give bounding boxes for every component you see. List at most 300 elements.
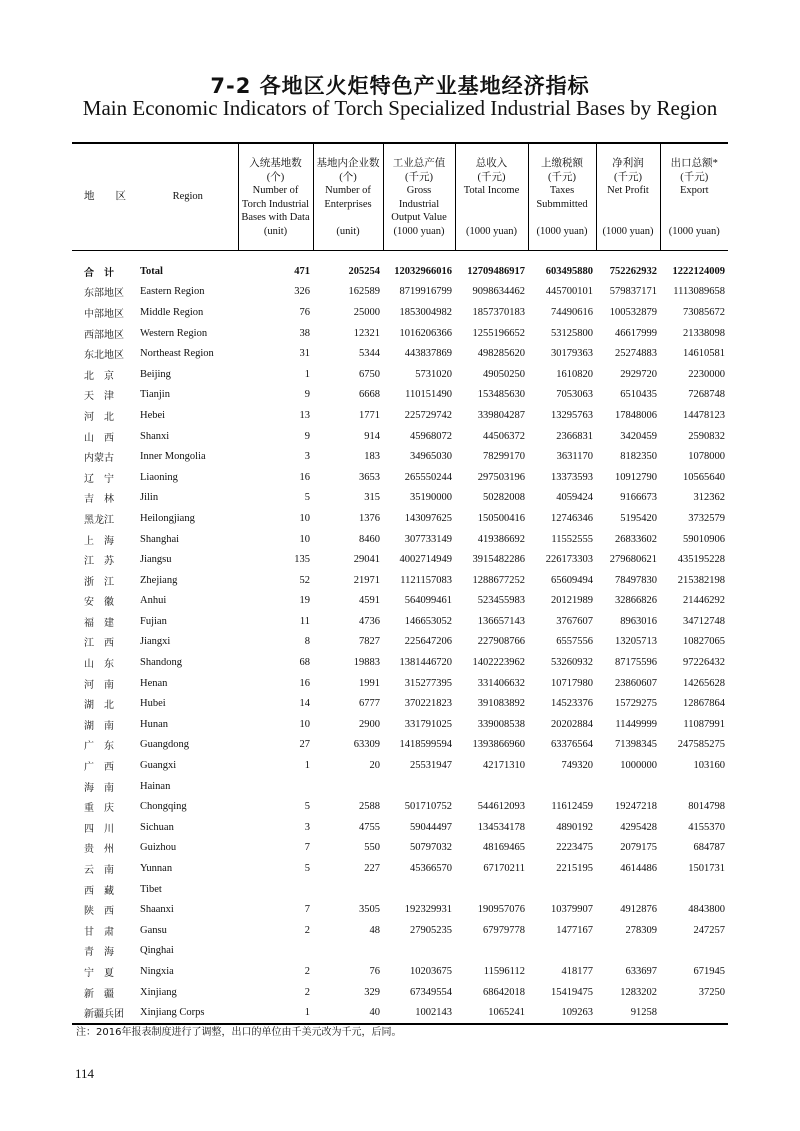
value-cell: 564099461	[404, 595, 452, 607]
value-cell: 10379907	[551, 904, 593, 916]
region-name-en: Jiangsu	[140, 554, 172, 566]
region-name-en: Northeast Region	[140, 348, 214, 360]
table-row	[72, 323, 728, 344]
table-row	[72, 1002, 728, 1024]
region-name-cn: 浙 江	[84, 576, 114, 588]
region-name-cn: 新 疆	[84, 988, 114, 1000]
column-header-cn: 上缴税额	[541, 158, 583, 169]
region-name-cn: 湖 南	[84, 720, 114, 732]
region-name-cn: 四 川	[84, 823, 114, 835]
value-cell: 418177	[561, 965, 593, 977]
region-name-en: Shaanxi	[140, 904, 174, 916]
value-cell: 1857370183	[472, 306, 525, 318]
value-cell: 67979778	[483, 924, 525, 936]
table-row	[72, 549, 728, 570]
table-row	[72, 467, 728, 488]
table-row	[72, 611, 728, 632]
value-cell: 225729742	[404, 409, 452, 421]
value-cell: 8719916799	[399, 286, 452, 298]
value-cell: 12746346	[551, 512, 593, 524]
value-cell: 1000000	[620, 760, 657, 772]
value-cell: 1853004982	[399, 306, 452, 318]
table-body	[72, 251, 728, 1024]
value-cell: 4736	[359, 615, 380, 627]
page-title-chinese: 7-2 各地区火炬特色产业基地经济指标	[210, 74, 590, 98]
region-name-en: Inner Mongolia	[140, 451, 206, 463]
value-cell: 443837869	[404, 348, 452, 360]
column-header-unit: (1000 yuan)	[393, 225, 445, 237]
column-header-cn: 基地内企业数	[316, 158, 380, 169]
value-cell: 331406632	[477, 677, 525, 689]
value-cell: 21971	[353, 574, 380, 586]
column-header	[313, 143, 383, 251]
value-cell: 2230000	[688, 368, 725, 380]
value-cell: 1255196652	[472, 327, 525, 339]
column-header-en: Bases with Data	[241, 212, 310, 223]
region-name-cn: 广 西	[84, 762, 114, 774]
value-cell: 297503196	[477, 471, 525, 483]
spacer-row	[72, 251, 728, 262]
region-name-en: Shandong	[140, 657, 182, 669]
column-header	[455, 143, 528, 251]
table-row	[72, 693, 728, 714]
value-cell: 13205713	[615, 636, 657, 648]
value-cell: 2590832	[688, 430, 725, 442]
value-cell: 23860607	[615, 677, 657, 689]
region-name-en: Sichuan	[140, 821, 174, 833]
value-cell: 1771	[359, 409, 380, 421]
value-cell	[660, 1002, 728, 1024]
value-cell: 136657143	[477, 615, 525, 627]
value-cell: 6777	[359, 698, 380, 710]
column-header-en: Total Income	[463, 185, 520, 196]
column-header-cn-unit: (千元)	[680, 171, 709, 183]
value-cell: 3767607	[556, 615, 593, 627]
value-cell: 1477167	[556, 924, 593, 936]
value-cell: 4155370	[688, 821, 725, 833]
value-cell: 27905235	[410, 924, 452, 936]
table-row	[72, 446, 728, 467]
value-cell: 17848006	[615, 409, 657, 421]
table-row	[72, 632, 728, 653]
column-header-en: Taxes	[549, 185, 575, 196]
table-row	[72, 426, 728, 447]
value-cell: 42171310	[483, 760, 525, 772]
value-cell: 3	[304, 451, 310, 463]
value-cell	[528, 879, 596, 900]
region-name-en: Guizhou	[140, 842, 177, 854]
value-cell: 32866826	[615, 595, 657, 607]
value-cell: 315277395	[404, 677, 452, 689]
column-header-en: Enterprises	[324, 198, 372, 210]
value-cell: 6750	[359, 368, 380, 380]
value-cell	[313, 941, 383, 962]
table-row	[72, 817, 728, 838]
value-cell: 37250	[698, 986, 725, 998]
column-header-cn: 工业总产值	[392, 158, 446, 169]
value-cell: 6557556	[556, 636, 593, 648]
region-name-en: Guangdong	[140, 739, 189, 751]
value-cell: 45366570	[410, 863, 452, 875]
region-name-cn: 西部地区	[84, 329, 124, 341]
value-cell: 53125800	[551, 327, 593, 339]
value-cell: 435195228	[677, 554, 725, 566]
value-cell: 6668	[359, 389, 380, 401]
value-cell: 3505	[359, 904, 380, 916]
value-cell: 59010906	[683, 533, 725, 545]
value-cell	[596, 941, 660, 962]
value-cell: 110151490	[405, 389, 452, 401]
region-name-cn: 宁 夏	[84, 967, 114, 979]
region-name-en: Gansu	[140, 924, 167, 936]
value-cell: 21446292	[683, 595, 725, 607]
table-row	[72, 899, 728, 920]
region-name-en: Anhui	[140, 595, 167, 607]
value-cell: 227	[364, 863, 380, 875]
value-cell: 134534178	[477, 821, 525, 833]
value-cell: 279680621	[609, 554, 657, 566]
value-cell: 78299170	[483, 451, 525, 463]
value-cell: 315	[364, 492, 380, 504]
value-cell: 1113089658	[673, 286, 725, 298]
value-cell: 1283202	[620, 986, 657, 998]
value-cell	[528, 941, 596, 962]
column-header-en: Torch Industrial	[241, 198, 310, 210]
column-header	[383, 143, 455, 251]
value-cell: 326	[294, 286, 310, 298]
region-name-en: Hainan	[140, 780, 171, 792]
region-name-en: Fujian	[140, 615, 167, 627]
region-name-cn: 海 南	[84, 782, 114, 794]
value-cell: 162589	[348, 286, 380, 298]
column-header	[660, 143, 728, 251]
value-cell: 1991	[359, 677, 380, 689]
value-cell: 74490616	[551, 306, 593, 318]
value-cell: 103160	[693, 760, 725, 772]
column-header-en: Export	[679, 185, 709, 196]
value-cell: 183	[364, 451, 380, 463]
value-cell: 4614486	[620, 863, 657, 875]
header-spacer	[598, 198, 659, 212]
region-name-cn: 福 建	[84, 617, 114, 629]
page-number: 114	[75, 1066, 95, 1081]
column-header	[238, 143, 313, 251]
column-header-unit: (1000 yuan)	[465, 225, 518, 237]
value-cell: 9166673	[620, 492, 657, 504]
region-name-cn: 北 京	[84, 370, 114, 382]
value-cell: 633697	[625, 965, 657, 977]
table-row	[72, 735, 728, 756]
value-cell: 1381446720	[399, 657, 452, 669]
region-name-en: Henan	[140, 677, 168, 689]
region-name-en: Guangxi	[140, 760, 177, 772]
value-cell: 38	[299, 327, 310, 339]
value-cell: 16	[299, 471, 310, 483]
value-cell: 914	[364, 430, 380, 442]
value-cell: 550	[364, 842, 380, 854]
column-header-en: Industrial	[398, 198, 440, 210]
header-spacer	[315, 211, 382, 225]
value-cell: 143097625	[404, 512, 452, 524]
value-cell: 749320	[561, 760, 593, 772]
value-cell: 3	[304, 821, 310, 833]
value-cell: 25274883	[615, 348, 657, 360]
value-cell: 1016206366	[399, 327, 452, 339]
region-name-en: Zhejiang	[140, 574, 178, 586]
table-row	[72, 282, 728, 303]
value-cell: 671945	[693, 965, 725, 977]
value-cell: 67170211	[483, 863, 525, 875]
region-name-cn: 重 庆	[84, 803, 114, 815]
column-header-en: Number of	[325, 185, 371, 196]
region-name-cn: 中部地区	[84, 308, 124, 320]
value-cell: 135	[294, 554, 310, 566]
region-name-cn: 吉 林	[84, 494, 114, 506]
value-cell: 26833602	[615, 533, 657, 545]
value-cell: 87175596	[615, 657, 657, 669]
region-name-cn: 辽 宁	[84, 473, 114, 485]
value-cell: 153485630	[477, 389, 525, 401]
table-row	[72, 796, 728, 817]
region-name-en: Tibet	[140, 883, 162, 895]
value-cell: 1501731	[688, 863, 725, 875]
region-name-cn: 贵 州	[84, 844, 114, 856]
column-header-cn-unit: (千元)	[405, 171, 433, 183]
value-cell: 13295763	[551, 409, 593, 421]
value-cell: 65609494	[551, 574, 593, 586]
region-name-cn: 湖 北	[84, 700, 114, 712]
table-row	[72, 879, 728, 900]
value-cell: 68642018	[483, 986, 525, 998]
value-cell: 2588	[359, 801, 380, 813]
table-row	[72, 776, 728, 797]
value-cell: 5195420	[620, 512, 657, 524]
value-cell: 5	[304, 492, 310, 504]
value-cell: 48169465	[483, 842, 525, 854]
region-name-cn: 天 津	[84, 391, 114, 403]
value-cell	[455, 941, 528, 962]
economic-indicators-table	[72, 142, 728, 1025]
value-cell: 544612093	[477, 801, 525, 813]
region-name-cn: 西 藏	[84, 885, 114, 897]
value-cell: 29041	[353, 554, 380, 566]
spacer-cell	[72, 251, 728, 262]
value-cell: 10565640	[683, 471, 725, 483]
region-name-cn: 河 北	[84, 411, 114, 423]
region-name-en: Western Region	[140, 327, 208, 339]
value-cell: 2900	[359, 718, 380, 730]
value-cell: 3653	[359, 471, 380, 483]
column-header-en: Number of	[252, 185, 299, 196]
value-cell: 45968072	[410, 430, 452, 442]
value-cell: 27	[299, 739, 310, 751]
region-name-cn: 东部地区	[84, 288, 124, 300]
value-cell: 150500416	[477, 512, 525, 524]
value-cell: 31	[299, 348, 310, 360]
column-header-cn-unit: (千元)	[477, 171, 506, 183]
value-cell: 11449999	[615, 718, 657, 730]
region-name-cn: 青 海	[84, 947, 114, 959]
table-row	[72, 364, 728, 385]
region-name-cn: 云 南	[84, 865, 114, 877]
value-cell: 4890192	[556, 821, 593, 833]
region-header-cn: 地 区	[72, 143, 138, 251]
region-name-en: Qinghai	[140, 945, 174, 957]
value-cell: 227908766	[477, 636, 525, 648]
table-row	[72, 302, 728, 323]
region-name-cn: 新疆兵团	[72, 1002, 138, 1024]
region-name-en: Eastern Region	[140, 286, 205, 298]
table-row	[72, 570, 728, 591]
value-cell: 68	[299, 657, 310, 669]
value-cell: 10203675	[410, 965, 452, 977]
value-cell: 1402223962	[472, 657, 525, 669]
value-cell: 3631170	[556, 451, 593, 463]
value-cell: 35190000	[410, 492, 452, 504]
table-row	[72, 755, 728, 776]
column-header-en: Submmitted	[536, 198, 588, 210]
value-cell	[238, 879, 313, 900]
value-cell: 11612459	[551, 801, 593, 813]
value-cell: 14	[299, 698, 310, 710]
value-cell: 76	[299, 306, 310, 318]
value-cell: 10912790	[615, 471, 657, 483]
value-cell: 8460	[359, 533, 380, 545]
value-cell: 215382198	[677, 574, 725, 586]
value-cell: 109263	[528, 1002, 596, 1024]
value-cell: 30179363	[551, 348, 593, 360]
value-cell: 71398345	[615, 739, 657, 751]
region-name-cn: 江 西	[84, 638, 114, 650]
value-cell	[660, 879, 728, 900]
region-name-cn: 广 东	[84, 741, 114, 753]
value-cell: 15729275	[615, 698, 657, 710]
value-cell	[660, 776, 728, 797]
value-cell: 8014798	[688, 801, 725, 813]
column-header-en: Net Profit	[607, 185, 649, 196]
value-cell: 1	[238, 1002, 313, 1024]
value-cell: 63309	[353, 739, 380, 751]
value-cell	[313, 776, 383, 797]
column-header-cn-unit: (个)	[266, 171, 285, 183]
value-cell: 10827065	[683, 636, 725, 648]
table-row	[72, 714, 728, 735]
value-cell: 2366831	[556, 430, 593, 442]
value-cell: 12709486917	[467, 265, 525, 277]
value-cell: 100532879	[609, 306, 657, 318]
region-name-cn: 山 东	[84, 659, 114, 671]
value-cell: 16	[299, 677, 310, 689]
value-cell: 603495880	[545, 265, 593, 277]
value-cell: 1078000	[688, 451, 725, 463]
value-cell: 7268748	[688, 389, 725, 401]
value-cell: 15419475	[551, 986, 593, 998]
value-cell	[596, 776, 660, 797]
value-cell: 97226432	[683, 657, 725, 669]
value-cell: 5344	[359, 348, 380, 360]
value-cell: 20202884	[551, 718, 593, 730]
value-cell: 370221823	[404, 698, 452, 710]
header-spacer	[457, 198, 527, 212]
value-cell: 9	[304, 389, 310, 401]
value-cell: 523455983	[477, 595, 525, 607]
value-cell: 192329931	[404, 904, 452, 916]
value-cell: 3732579	[688, 512, 725, 524]
region-name-en: Heilongjiang	[140, 512, 195, 524]
value-cell	[238, 941, 313, 962]
value-cell: 76	[369, 965, 380, 977]
value-cell: 7	[304, 904, 310, 916]
region-name-cn: 陕 西	[84, 906, 114, 918]
value-cell: 2079175	[620, 842, 657, 854]
value-cell: 8963016	[620, 615, 657, 627]
header-spacer	[662, 198, 728, 212]
table-row	[72, 673, 728, 694]
region-name-en: Hebei	[140, 409, 166, 421]
value-cell: 146653052	[404, 615, 452, 627]
value-cell: 226173303	[545, 554, 593, 566]
value-cell: 67349554	[410, 986, 452, 998]
region-name-en: Shanxi	[140, 430, 170, 442]
value-cell: 445700101	[545, 286, 593, 298]
value-cell: 21338098	[683, 327, 725, 339]
value-cell: 1288677252	[472, 574, 525, 586]
value-cell: 11596112	[483, 965, 525, 977]
column-header-cn-unit: (个)	[339, 171, 357, 183]
value-cell: 225647206	[404, 636, 452, 648]
value-cell: 205254	[348, 265, 380, 277]
value-cell: 4059424	[556, 492, 593, 504]
value-cell: 10	[299, 533, 310, 545]
column-header-unit: (1000 yuan)	[602, 225, 654, 237]
header-spacer	[662, 211, 728, 225]
value-cell: 579837171	[609, 286, 657, 298]
value-cell: 2929720	[620, 368, 657, 380]
column-header-cn: 入统基地数	[249, 158, 302, 169]
region-name-cn: 甘 肃	[84, 926, 114, 938]
value-cell: 419386692	[477, 533, 525, 545]
value-cell: 2	[304, 986, 310, 998]
region-name-cn: 安 徽	[84, 597, 114, 609]
table-row	[72, 961, 728, 982]
value-cell	[660, 941, 728, 962]
value-cell: 2	[304, 965, 310, 977]
value-cell: 2	[304, 924, 310, 936]
header-spacer	[530, 211, 595, 225]
value-cell: 48	[369, 924, 380, 936]
table-row	[72, 343, 728, 364]
value-cell: 9	[304, 430, 310, 442]
region-name-en: Middle Region	[140, 306, 204, 318]
value-cell: 9098634462	[472, 286, 525, 298]
value-cell: 50282008	[483, 492, 525, 504]
value-cell: 25531947	[410, 760, 452, 772]
region-name-en: Xinjiang	[140, 986, 177, 998]
column-header-unit: (1000 yuan)	[668, 225, 720, 237]
region-name-en: Hunan	[140, 718, 168, 730]
value-cell: 391083892	[477, 698, 525, 710]
table-row	[72, 591, 728, 612]
region-name-en: Xinjiang Corps	[138, 1002, 238, 1024]
region-name-en: Beijing	[140, 368, 171, 380]
value-cell: 1	[304, 368, 310, 380]
footnote: 注：2016年报表制度进行了调整，出口的单位由千美元改为千元，后同。	[76, 1027, 402, 1038]
value-cell: 5	[304, 801, 310, 813]
value-cell: 10	[299, 718, 310, 730]
value-cell: 1418599594	[399, 739, 452, 751]
value-cell: 1222124009	[672, 265, 725, 277]
region-name-en: Jilin	[140, 492, 159, 504]
